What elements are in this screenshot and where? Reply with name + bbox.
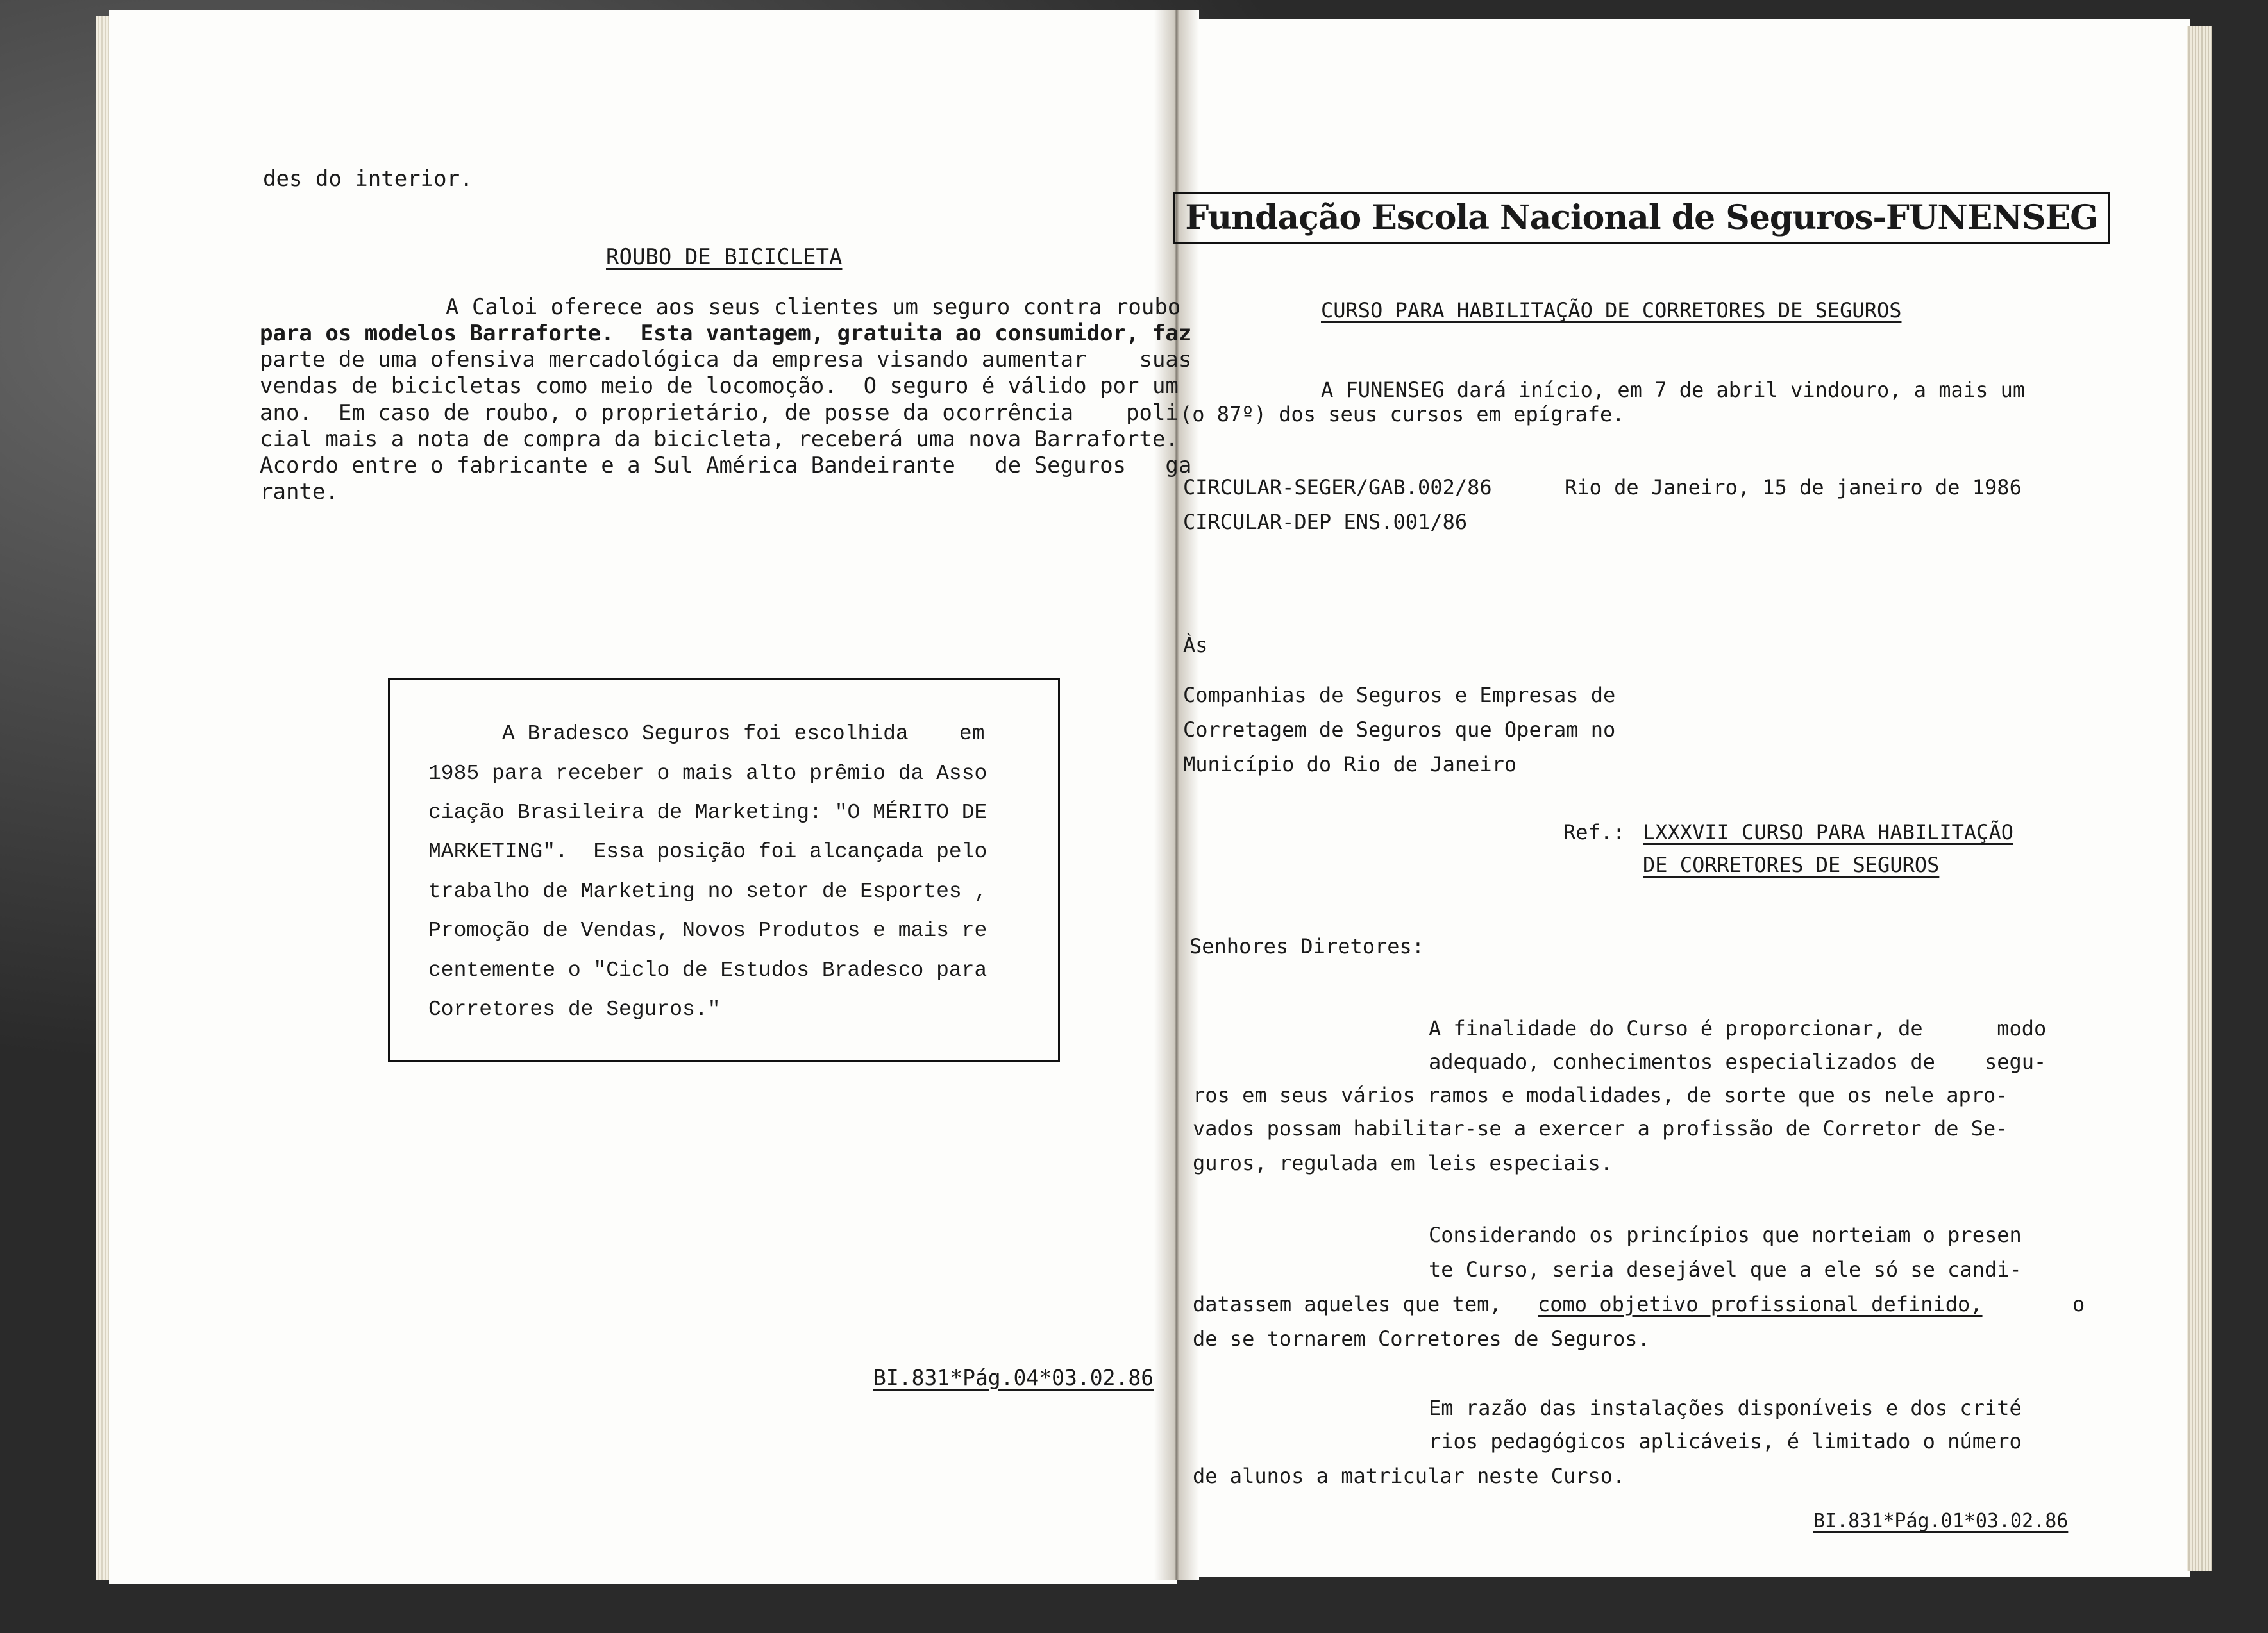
para3-line: rios pedagógicos aplicáveis, é limitado o número (1429, 1429, 2022, 1453)
article1-line: para os modelos Barraforte. Esta vantagem, gratuita ao consumidor, faz (260, 321, 1192, 346)
circular-number: CIRCULAR-SEGER/GAB.002/86 (1183, 475, 1492, 499)
page-stack-edge-right (2187, 26, 2212, 1571)
box-line: Corretores de Seguros." (428, 998, 721, 1021)
place-date: Rio de Janeiro, 15 de janeiro de 1986 (1565, 475, 2022, 499)
article1-line: ano. Em caso de roubo, o proprietário, de posse da ocorrência poli (260, 400, 1179, 426)
para2-line: de se tornarem Corretores de Seguros. (1193, 1327, 1650, 1351)
para2-line: te Curso, seria desejável que a ele só se candi- (1429, 1257, 2022, 1282)
addressee-line: Corretagem de Seguros que Operam no (1183, 717, 1616, 742)
para2-line: Considerando os princípios que norteiam o presen (1429, 1223, 2022, 1247)
box-line: A Bradesco Seguros foi escolhida em (502, 722, 985, 746)
right-page-footer: BI.831*Pág.01*03.02.86 (1813, 1510, 2069, 1532)
box-line: centemente o "Ciclo de Estudos Bradesco para (428, 959, 987, 982)
para2-underlined: como objetivo profissional definido, (1538, 1292, 1983, 1316)
ref-label: Ref.: (1563, 820, 1625, 844)
ref-line: DE CORRETORES DE SEGUROS (1643, 853, 1940, 877)
addressee-line: Município do Rio de Janeiro (1183, 752, 1517, 776)
article-title-roubo: ROUBO DE BICICLETA (606, 244, 843, 270)
box-line: ciação Brasileira de Marketing: "O MÉRITO DE (428, 801, 987, 825)
course-title: CURSO PARA HABILITAÇÃO DE CORRETORES DE SEGUROS (1321, 298, 1902, 322)
para1-line: A finalidade do Curso é proporcionar, de modo (1429, 1016, 2047, 1041)
para1-line: adequado, conhecimentos especializados de segu- (1429, 1050, 2047, 1074)
box-line: MARKETING". Essa posição foi alcançada pelo (428, 840, 987, 864)
article1-line: vendas de bicicletas como meio de locomoção. O seguro é válido por um (260, 373, 1179, 399)
box-line: trabalho de Marketing no setor de Esportes , (428, 880, 987, 903)
para1-line: guros, regulada em leis especiais. (1193, 1151, 1613, 1175)
left-page-footer: BI.831*Pág.04*03.02.86 (873, 1365, 1154, 1390)
intro-line: A FUNENSEG dará início, em 7 de abril vindouro, a mais um (1321, 378, 2026, 402)
bradesco-notice-box (388, 678, 1060, 1062)
circular-number: CIRCULAR-DEP ENS.001/86 (1183, 510, 1468, 534)
addressee-line: Companhias de Seguros e Empresas de (1183, 683, 1616, 707)
article1-line: Acordo entre o fabricante e a Sul América Bandeirante de Seguros ga (260, 453, 1192, 478)
box-line: 1985 para receber o mais alto prêmio da Asso (428, 762, 987, 785)
para2-line: o (2072, 1292, 2085, 1316)
para2-line: datassem aqueles que tem, (1193, 1292, 1502, 1316)
para1-line: vados possam habilitar-se a exercer a profissão de Corretor de Se- (1193, 1116, 2008, 1141)
salutation: Senhores Diretores: (1189, 934, 1425, 959)
ref-line: LXXXVII CURSO PARA HABILITAÇÃO (1643, 820, 2013, 844)
article1-line: cial mais a nota de compra da bicicleta, receberá uma nova Barraforte. (260, 426, 1179, 452)
funenseg-header: Fundação Escola Nacional de Seguros-FUNENSEG (1173, 192, 2110, 244)
addressee-to: Às (1183, 633, 1208, 657)
article1-line: A Caloi oferece aos seus clientes um seguro contra roubo (446, 294, 1181, 320)
left-top-line: des do interior. (263, 166, 473, 192)
para3-line: de alunos a matricular neste Curso. (1193, 1464, 1625, 1488)
para1-line: ros em seus vários ramos e modalidades, de sorte que os nele apro- (1193, 1083, 2008, 1107)
box-line: Promoção de Vendas, Novos Produtos e mais re (428, 919, 987, 942)
article1-line: parte de uma ofensiva mercadológica da empresa visando aumentar suas (260, 347, 1192, 373)
para3-line: Em razão das instalações disponíveis e dos crité (1429, 1396, 2022, 1420)
article1-line: rante. (260, 479, 339, 505)
intro-line: (o 87º) dos seus cursos em epígrafe. (1180, 402, 1625, 426)
